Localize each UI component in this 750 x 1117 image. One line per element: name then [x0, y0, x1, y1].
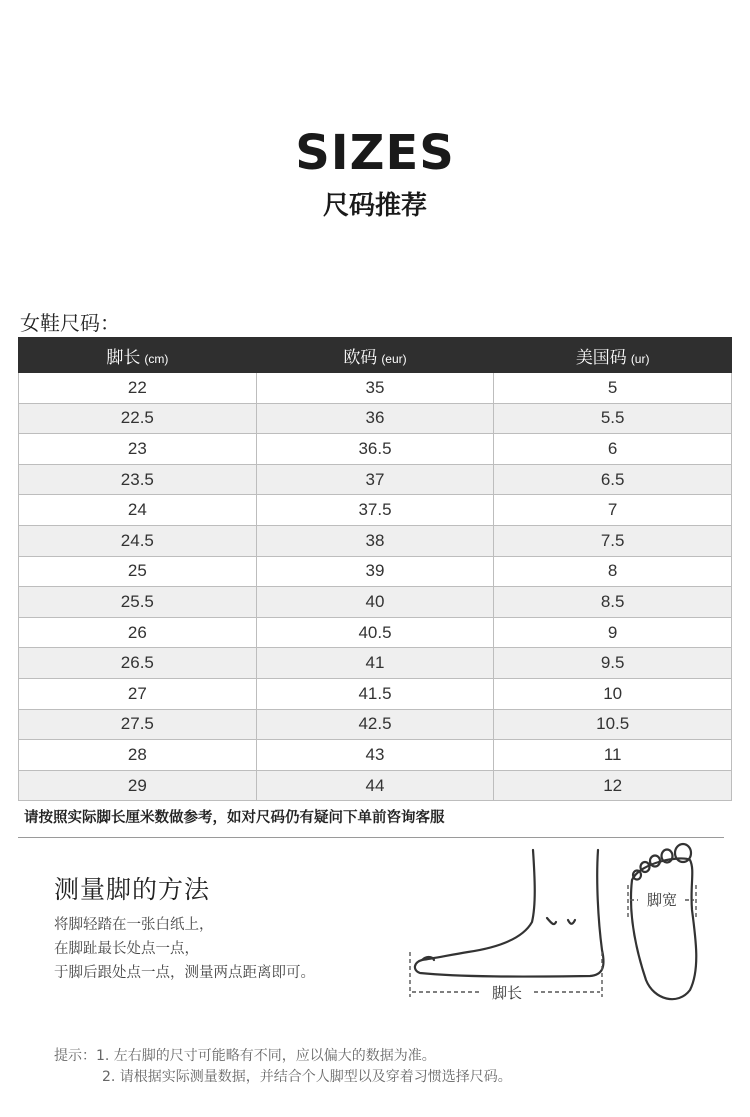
foot-top-view-icon	[631, 844, 696, 999]
table-row	[19, 434, 732, 465]
measure-title: 测量脚的方法	[54, 875, 211, 904]
table-cell: 6	[494, 434, 732, 465]
column-header-foot-length: 脚长 (cm)	[19, 338, 257, 373]
foot-measure-illustration	[400, 840, 735, 1010]
table-cell: 28	[19, 740, 257, 771]
table-row	[19, 495, 732, 526]
table-cell: 23.5	[19, 464, 257, 495]
tip-1: 提示：1. 左右脚的尺寸可能略有不同，应以偏大的数据为准。	[54, 1048, 436, 1064]
table-cell: 26	[19, 617, 257, 648]
table-row	[19, 709, 732, 740]
table-row	[19, 617, 732, 648]
table-cell: 22	[19, 373, 257, 404]
table-row	[19, 740, 732, 771]
column-header-eur: 欧码 (eur)	[256, 338, 494, 373]
table-row	[19, 770, 732, 801]
table-cell: 5.5	[494, 403, 732, 434]
table-row	[19, 464, 732, 495]
column-header-us: 美国码 (ur)	[494, 338, 732, 373]
table-cell: 35	[256, 373, 494, 404]
measure-step-1: 将脚轻踏在一张白纸上，	[54, 917, 214, 933]
table-cell: 25	[19, 556, 257, 587]
table-row	[19, 403, 732, 434]
table-cell: 29	[19, 770, 257, 801]
table-cell: 37.5	[256, 495, 494, 526]
size-note: 请按照实际脚长厘米数做参考，如对尺码仍有疑问下单前咨询客服	[24, 810, 445, 826]
page-title: SIZES	[295, 125, 455, 181]
table-cell: 40.5	[256, 617, 494, 648]
table-cell: 43	[256, 740, 494, 771]
table-cell: 7.5	[494, 525, 732, 556]
table-cell: 24.5	[19, 525, 257, 556]
table-cell: 41.5	[256, 678, 494, 709]
table-cell: 38	[256, 525, 494, 556]
table-cell: 10.5	[494, 709, 732, 740]
table-cell: 25.5	[19, 587, 257, 618]
table-cell: 23	[19, 434, 257, 465]
measure-step-2: 在脚趾最长处点一点，	[54, 941, 199, 957]
table-cell: 36.5	[256, 434, 494, 465]
table-cell: 24	[19, 495, 257, 526]
table-cell: 8	[494, 556, 732, 587]
table-cell: 37	[256, 464, 494, 495]
divider	[18, 837, 724, 838]
table-cell: 9.5	[494, 648, 732, 679]
table-cell: 41	[256, 648, 494, 679]
page-subtitle: 尺码推荐	[322, 191, 427, 221]
table-header-row	[19, 338, 732, 373]
table-row	[19, 373, 732, 404]
size-table	[18, 337, 732, 801]
table-row	[19, 587, 732, 618]
table-row	[19, 648, 732, 679]
table-cell: 12	[494, 770, 732, 801]
table-cell: 22.5	[19, 403, 257, 434]
table-cell: 8.5	[494, 587, 732, 618]
table-cell: 36	[256, 403, 494, 434]
table-body	[19, 373, 732, 801]
table-cell: 9	[494, 617, 732, 648]
table-row	[19, 678, 732, 709]
foot-side-view-icon	[415, 850, 604, 977]
table-cell: 40	[256, 587, 494, 618]
table-cell: 5	[494, 373, 732, 404]
table-cell: 42.5	[256, 709, 494, 740]
section-label: 女鞋尺码：	[20, 311, 120, 335]
foot-width-label: 脚宽	[646, 891, 678, 909]
table-cell: 27	[19, 678, 257, 709]
table-cell: 44	[256, 770, 494, 801]
table-cell: 6.5	[494, 464, 732, 495]
table-row	[19, 556, 732, 587]
foot-length-label: 脚长	[491, 984, 523, 1002]
measure-step-3: 于脚后跟处点一点，测量两点距离即可。	[54, 965, 315, 981]
table-cell: 11	[494, 740, 732, 771]
table-cell: 10	[494, 678, 732, 709]
table-cell: 7	[494, 495, 732, 526]
table-cell: 39	[256, 556, 494, 587]
table-row	[19, 525, 732, 556]
tip-2: 2. 请根据实际测量数据，并结合个人脚型以及穿着习惯选择尺码。	[102, 1069, 512, 1085]
table-cell: 26.5	[19, 648, 257, 679]
table-cell: 27.5	[19, 709, 257, 740]
